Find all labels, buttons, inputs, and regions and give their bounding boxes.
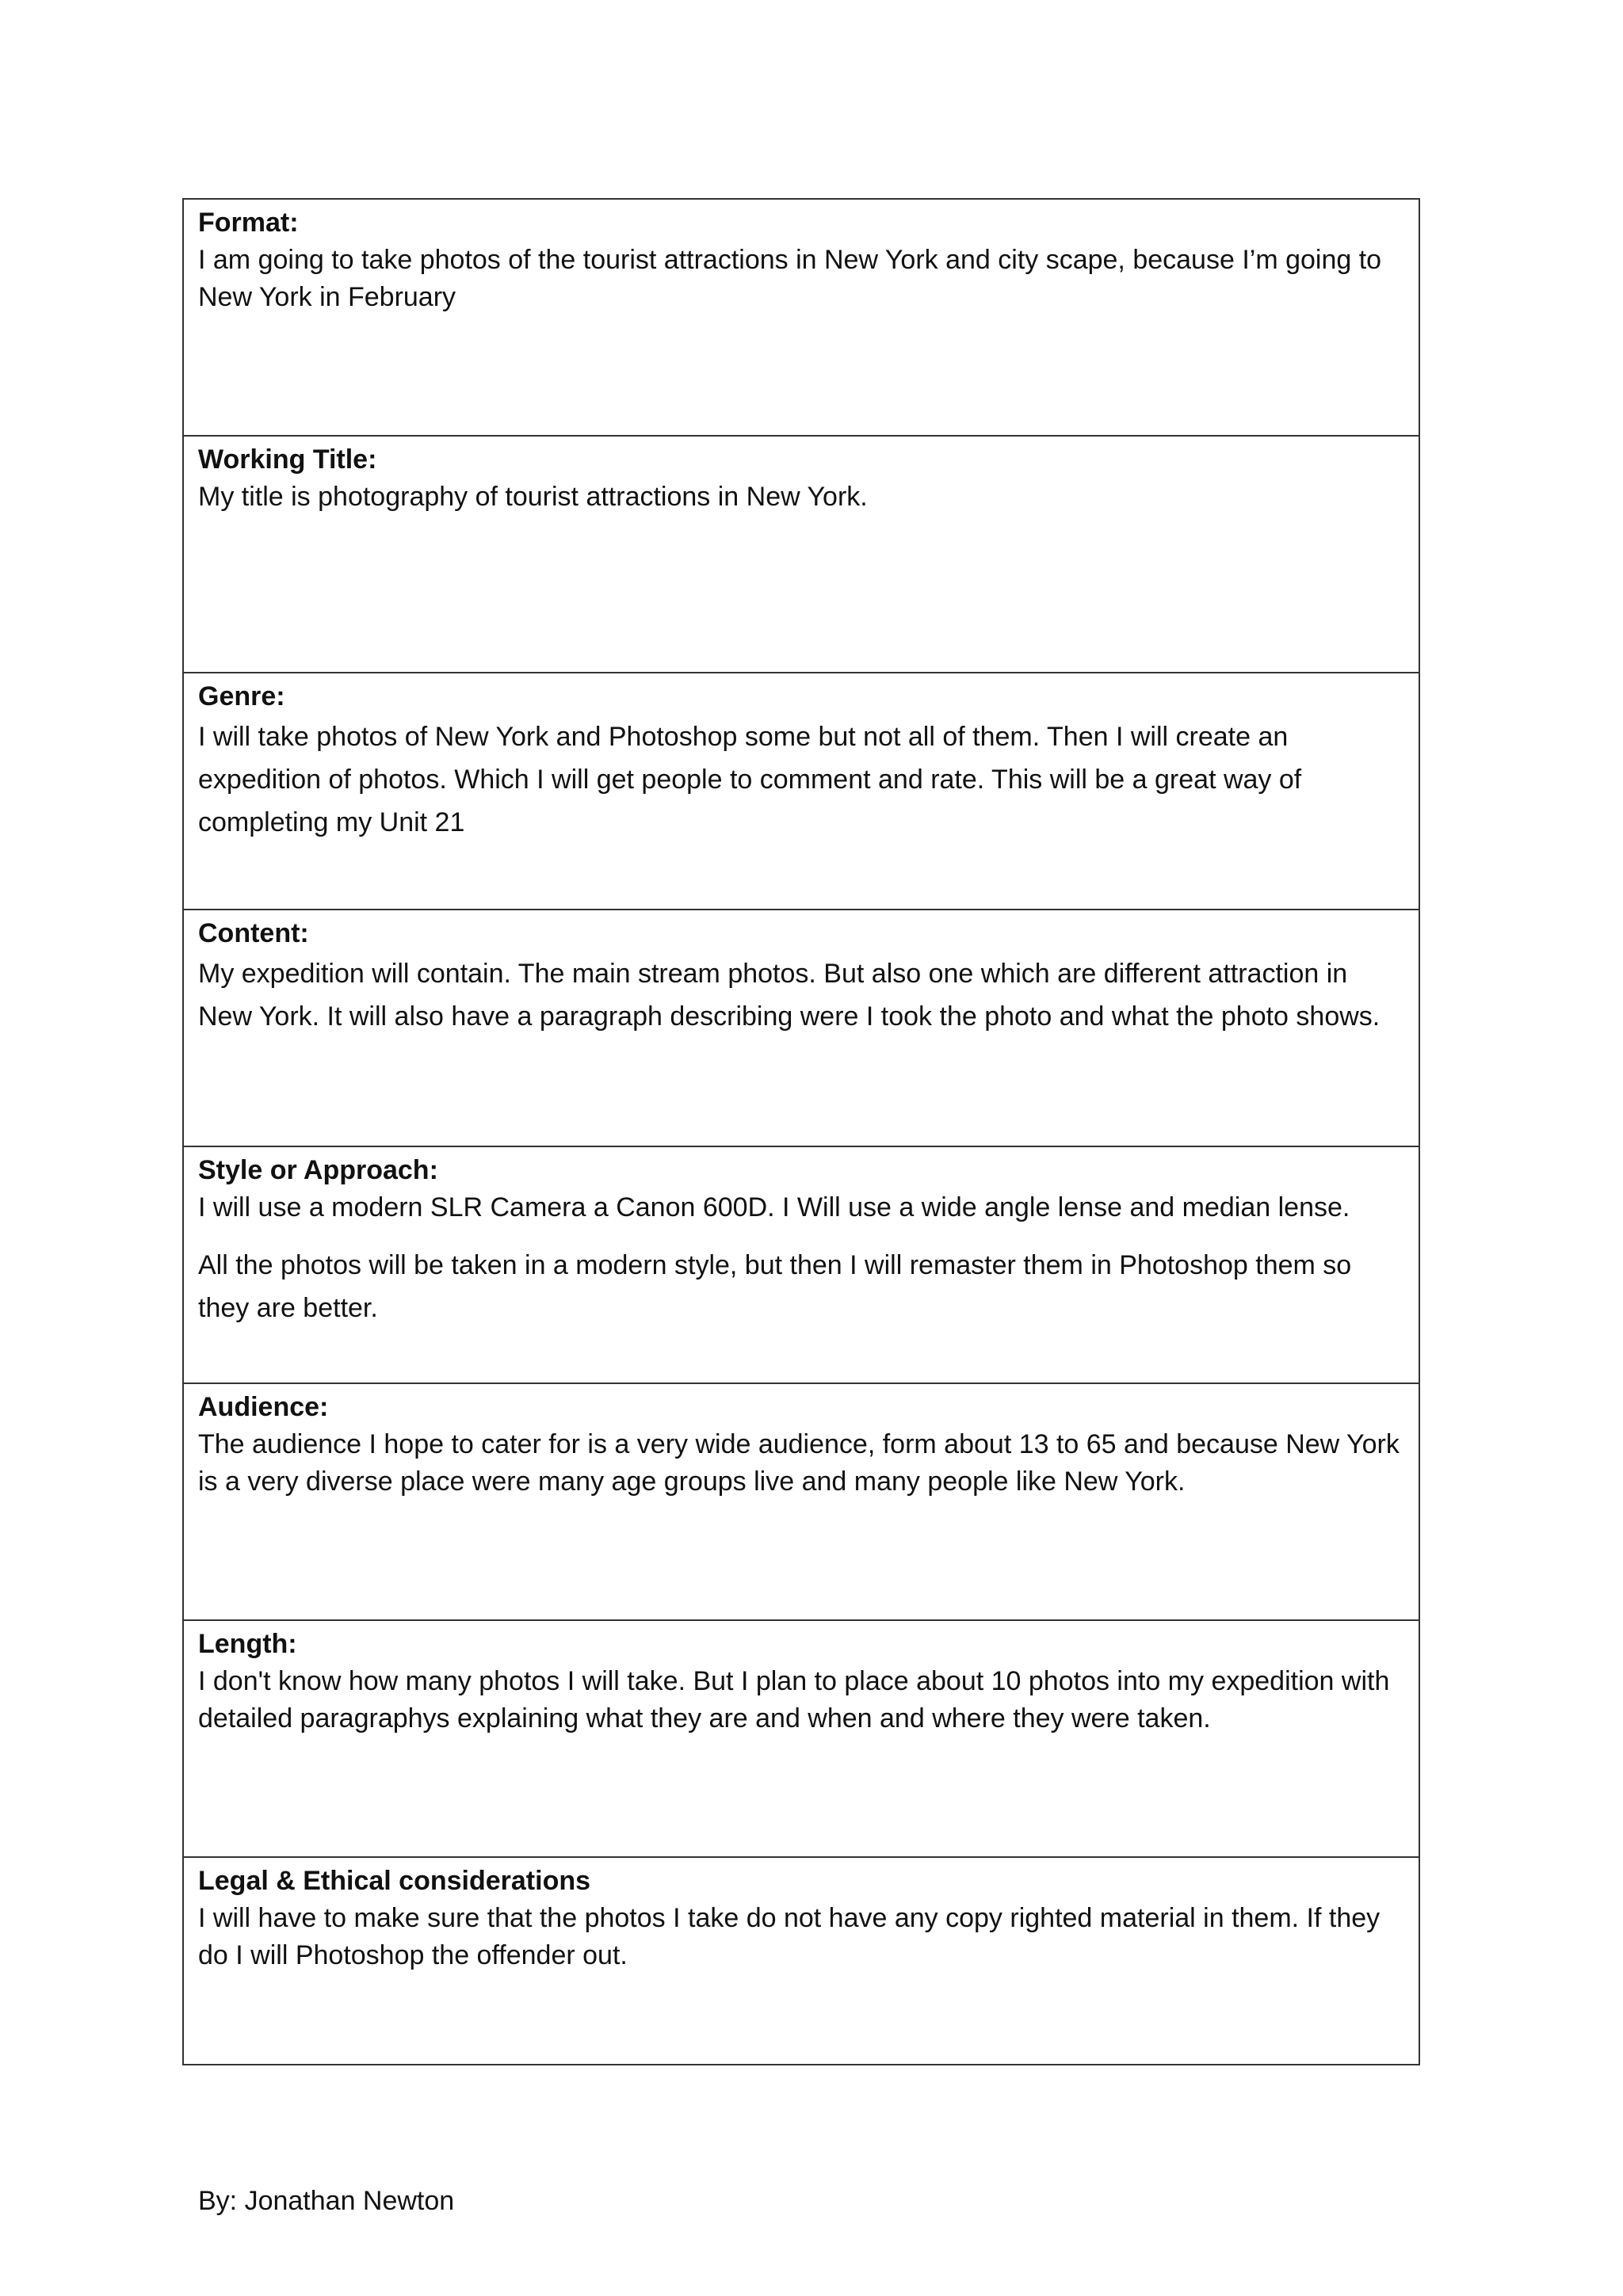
section-audience — [184, 1384, 1419, 1621]
section-text: The audience I hope to cater for is a very wide audience, form about 13 to 65 and because New York is a very diverse place were many age groups live and many people like New York. — [198, 1429, 1400, 1497]
section-text: I don't know how many photos I will take. But I plan to place about 10 photos into my expedition with detailed paragraphys explaining what they are and when and where they were taken. — [198, 1666, 1390, 1733]
section-title: Content: — [198, 918, 309, 948]
section-text: I am going to take photos of the tourist attractions in New York and city scape, because I’m going to New York in February — [198, 245, 1382, 312]
section-length — [184, 1621, 1419, 1858]
proposal-table — [182, 198, 1420, 2065]
section-genre — [184, 673, 1419, 910]
section-title: Format: — [198, 208, 299, 238]
section-title: Genre: — [198, 681, 285, 711]
section-style-or-approach — [184, 1147, 1419, 1384]
section-text: My title is photography of tourist attractions in New York. — [198, 482, 868, 512]
section-text: I will have to make sure that the photos I take do not have any copy righted material in them. If they do I will Photoshop the offender out. — [198, 1903, 1381, 1970]
section-title: Legal & Ethical considerations — [198, 1866, 591, 1896]
section-title: Audience: — [198, 1392, 329, 1422]
section-content — [184, 910, 1419, 1147]
section-text: I will take photos of New York and Photoshop some but not all of them. Then I will create an expedition of photos. Which I will get people to comment and rate. This will be a great way of completing my Unit 21 — [198, 722, 1302, 837]
section-title: Working Title: — [198, 444, 377, 475]
section-text: All the photos will be taken in a modern style, but then I will remaster them in Photoshop them so they are better. — [198, 1250, 1352, 1323]
section-title: Style or Approach: — [198, 1155, 438, 1185]
section-format — [184, 200, 1419, 437]
author-byline: By: Jonathan Newton — [198, 2186, 455, 2216]
section-title: Length: — [198, 1629, 297, 1659]
section-working-title — [184, 437, 1419, 673]
section-legal-ethical — [184, 1858, 1419, 2064]
section-text: My expedition will contain. The main stream photos. But also one which are different attraction in New York. It will also have a paragraph describing were I took the photo and what the photo shows. — [198, 959, 1381, 1032]
section-text: I will use a modern SLR Camera a Canon 600D. I Will use a wide angle lense and median lense. — [198, 1192, 1350, 1222]
